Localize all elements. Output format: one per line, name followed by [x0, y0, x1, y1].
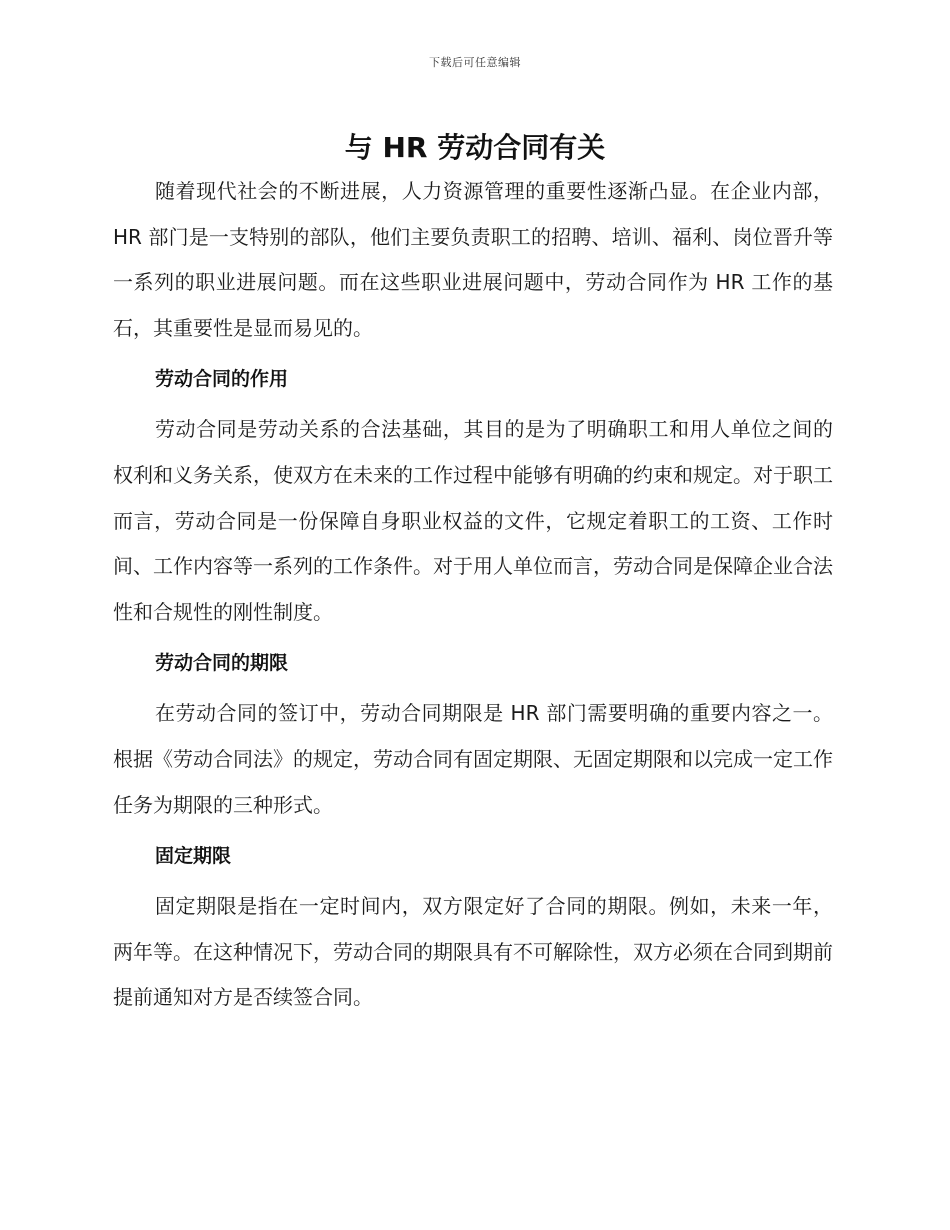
document-title: 与 HR 劳动合同有关 [344, 131, 606, 164]
intro-paragraph: 随着现代社会的不断进展，人力资源管理的重要性逐渐凸显。在企业内部，HR 部门是一支特别的部队，他们主要负责职工的招聘、培训、福利、岗位晋升等一系列的职业进展问题。而在这些职业进展问题中，劳动合同作为 HR 工作的基石，其重要性是显而易见的。 [113, 179, 833, 340]
section-heading-role: 劳动合同的作用 [155, 368, 289, 391]
document-body [113, 169, 833, 1021]
section-heading-term: 劳动合同的期限 [155, 652, 289, 675]
section-paragraph-role: 劳动合同是劳动关系的合法基础，其目的是为了明确职工和用人单位之间的权利和义务关系，使双方在未来的工作过程中能够有明确的约束和规定。对于职工而言，劳动合同是一份保障自身职业权益的文件，它规定着职工的工资、工作时间、工作内容等一系列的工作条件。对于用人单位而言，劳动合同是保障企业合法性和合规性的刚性制度。 [113, 417, 833, 624]
section-heading-fixed-term: 固定期限 [155, 845, 232, 868]
section-paragraph-term: 在劳动合同的签订中，劳动合同期限是 HR 部门需要明确的重要内容之一。根据《劳动合同法》的规定，劳动合同有固定期限、无固定期限和以完成一定工作任务为期限的三种形式。 [113, 701, 833, 817]
header-note: 下载后可任意编辑 [429, 56, 521, 69]
section-paragraph-fixed-term: 固定期限是指在一定时间内，双方限定好了合同的期限。例如，未来一年，两年等。在这种情况下，劳动合同的期限具有不可解除性，双方必须在合同到期前提前通知对方是否续签合同。 [113, 894, 833, 1010]
